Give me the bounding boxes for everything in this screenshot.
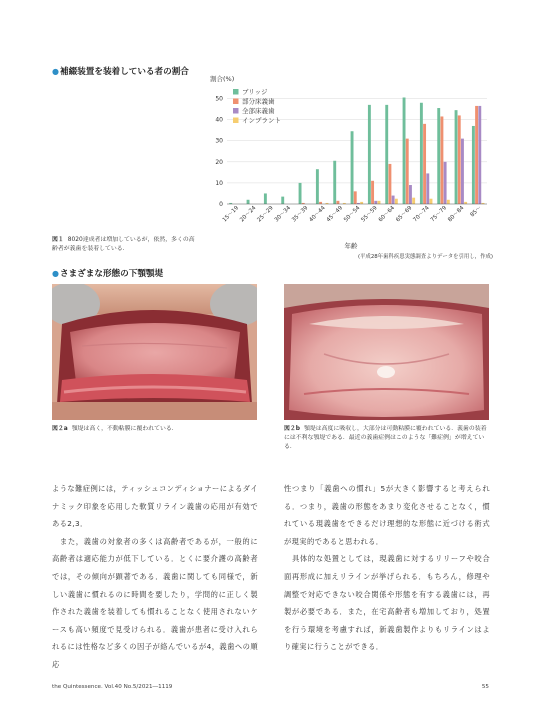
legend-label: 部分床義歯 [242, 97, 275, 106]
bullet-icon: ● [52, 67, 59, 76]
figure-2b-text: 顎堤は高度に吸収し，大部分は可動粘膜に覆われている．義歯の装着には不利な顎堤である．最近の義歯症例はこのような「難症例」が増えている． [284, 426, 487, 450]
x-tick-label: 75〜79 [429, 205, 449, 224]
y-tick-label: 50 [215, 95, 223, 103]
bar [333, 161, 336, 204]
x-tick-label: 15〜19 [221, 205, 241, 224]
figure-1-label: 図１ [52, 237, 64, 243]
bar [374, 201, 377, 204]
bar [378, 201, 381, 204]
x-tick-label: 85〜 [469, 205, 483, 219]
bar [464, 202, 467, 204]
figure-2a-label: 図２a [52, 426, 68, 432]
bar [444, 162, 447, 204]
x-tick-label: 65〜69 [395, 205, 414, 224]
figure-2b-caption [284, 425, 489, 452]
bar [264, 193, 267, 204]
x-tick-label: 55〜59 [360, 205, 379, 224]
bullet-icon: ● [52, 269, 59, 278]
x-tick-label: 80〜84 [447, 205, 466, 224]
paragraph: また，義歯の対象者の多くは高齢者であるが，一般的に高齢者は適応能力が低下している．とくに要介護の高齢者では，その傾向が顕著である．義歯に関しても同様で，新しい義歯に慣れるのに時間を要したり，学問的に正しく製作された義歯を装着しても慣れることなく使用されないケースも高い頻度で見受けられる．義歯が患者に受け入れられるには性格など多くの因子が絡んでいるが4，義歯への順応 [52, 536, 258, 669]
bar [455, 110, 458, 204]
legend-label: インプラント [242, 116, 281, 125]
x-tick-label: 40〜44 [308, 205, 327, 224]
bar [319, 202, 322, 204]
bar [368, 105, 371, 204]
section-title-prosthesis: ●補綴装置を装着している者の割合 [52, 67, 189, 77]
y-tick-label: 40 [215, 116, 223, 124]
figure-2a-caption [52, 425, 257, 434]
bar [420, 103, 423, 204]
legend-label: 全部床義歯 [242, 107, 275, 115]
legend-swatch [233, 108, 239, 114]
page-number: 55 [481, 684, 489, 690]
legend-swatch [233, 99, 239, 105]
x-tick-label: 60〜64 [377, 205, 397, 224]
legend-label: ブリッジ [242, 88, 268, 96]
y-tick-label: 0 [219, 201, 223, 208]
bar [406, 139, 409, 204]
x-tick-label: 35〜39 [291, 205, 310, 224]
bar [247, 200, 250, 204]
bar [388, 164, 391, 204]
figure-1-text: 8020達成者は増加しているが，依然，多くの高齢者が義歯を装着している． [52, 237, 195, 252]
x-axis-label: 年齢 [344, 242, 358, 250]
bar [354, 191, 357, 204]
bar [478, 106, 481, 204]
x-tick-label: 70〜74 [412, 205, 431, 224]
prosthesis-bar-chart [200, 66, 500, 262]
footer-journal: the Quintessence. Vol.40 No.5/2021―1119 [52, 684, 173, 690]
x-tick-label: 20〜24 [239, 205, 258, 224]
bar [412, 198, 415, 204]
chart-source-note: (平成28年歯科疾患実態調査よりデータを引用し，作成) [357, 254, 493, 260]
y-tick-label: 10 [215, 179, 223, 187]
x-tick-label: 45〜49 [325, 205, 345, 224]
bar [316, 169, 319, 204]
y-axis-label: 割合(%) [210, 75, 235, 83]
bar [371, 181, 374, 204]
paragraph: 性つまり「義歯への慣れ」5が大きく影響すると考えられる．つまり，義歯の形態をあまり変化させることなく，慣れている現義歯をできるだけ理想的な形態に近づける術式が現実的であると思われる． [284, 484, 490, 546]
bar [403, 97, 406, 204]
bar [385, 105, 388, 204]
bar [299, 183, 302, 204]
bar [472, 126, 475, 204]
bar [336, 201, 339, 204]
bar [437, 108, 440, 204]
bar [426, 173, 429, 204]
figure-2a-text: 顎堤は高く，不動粘膜に覆われている． [71, 426, 178, 432]
bar [475, 106, 478, 204]
body-text-column-2 [284, 480, 490, 656]
section-title-ridge: ●さまざまな形態の下顎顎堤 [52, 269, 164, 279]
legend-swatch [233, 118, 239, 124]
photo-mandibular-ridge-resorbed [284, 284, 489, 420]
bar [409, 185, 412, 204]
paragraph: 具体的な処置としては，現義歯に対するリリーフや咬合面再形成に加えリラインが挙げられる．もちろん，修理や調整で対応できない咬合関係や形態を有する義歯には，再製が必要である．また，在宅高齢者も増加しており，処置を行う環境を考慮すれば，新義歯製作よりもリラインはより確実に行うことができる． [284, 554, 490, 652]
x-tick-label: 30〜34 [273, 205, 293, 224]
y-tick-label: 20 [215, 158, 223, 166]
figure-2b-label: 図２b [284, 426, 300, 432]
bar [351, 131, 354, 204]
bar [281, 197, 284, 204]
bar [423, 124, 426, 204]
bar [430, 199, 433, 204]
x-tick-label: 25〜29 [256, 205, 275, 224]
y-tick-label: 30 [215, 137, 223, 145]
bar [395, 199, 398, 204]
bar [458, 115, 461, 204]
figure-1-caption [52, 236, 200, 254]
bar [461, 139, 464, 204]
body-text-column-1 [52, 480, 258, 674]
legend-swatch [233, 89, 239, 95]
paragraph: ような難症例には，ティッシュコンディショナーによるダイナミック印象を応用した軟質リライン義歯の応用が有効である2,3． [52, 484, 258, 529]
bar [360, 202, 363, 204]
bar [447, 200, 450, 204]
x-tick-label: 50〜54 [343, 205, 362, 224]
bar [392, 196, 395, 204]
bar [440, 116, 443, 204]
photo-mandibular-ridge-high [52, 284, 257, 420]
